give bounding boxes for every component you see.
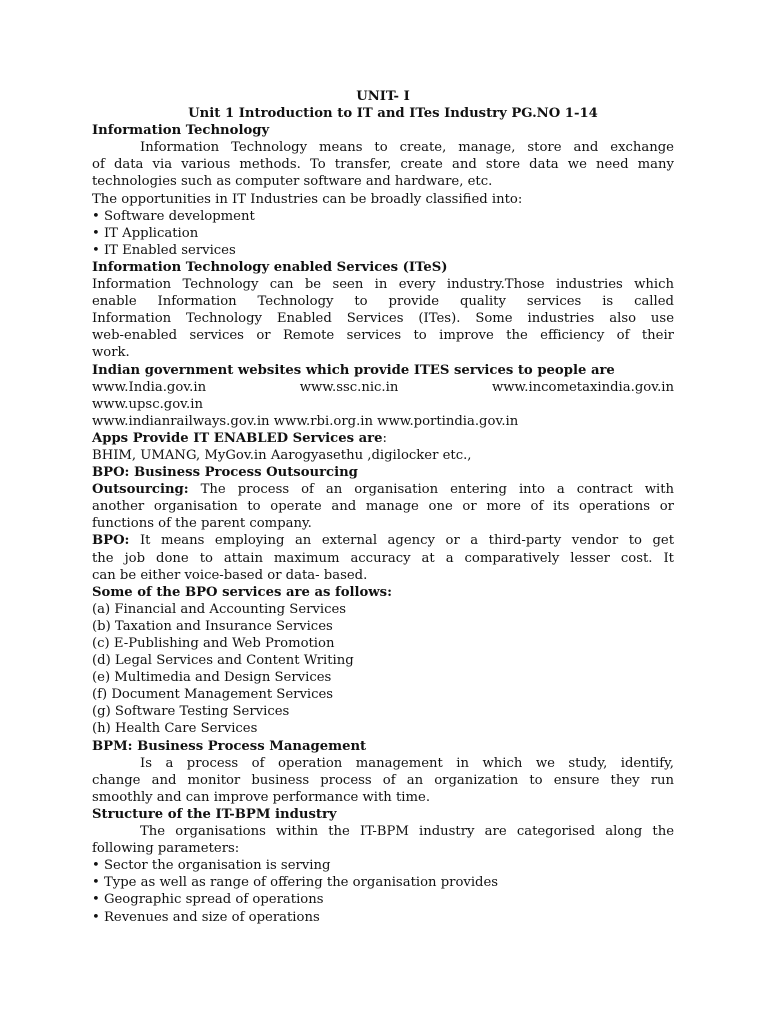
bpo-label: BPO:: [92, 533, 130, 549]
ites-paragraph-line: web-enabled services or Remote services to improve the efficiency of their: [92, 328, 674, 344]
it-paragraph-line: Information Technology means to create, manage, store and exchange: [140, 140, 674, 156]
website-link: www.India.gov.in: [92, 379, 207, 395]
ites-paragraph-line: work.: [92, 345, 130, 361]
list-item: (a) Financial and Accounting Services: [92, 601, 347, 617]
opportunities-intro: The opportunities in IT Industries can be broadly classified into:: [92, 191, 523, 207]
list-item: • IT Enabled services: [92, 242, 236, 258]
bpo-heading: BPO: Business Process Outsourcing: [92, 465, 358, 481]
unit-title: Unit 1 Introduction to IT and ITes Industry PG.NO 1-14: [188, 106, 598, 122]
it-heading: Information Technology: [92, 123, 270, 139]
ites-heading: Information Technology enabled Services (ITeS): [92, 259, 448, 275]
structure-paragraph-line: following parameters:: [92, 841, 240, 857]
bpm-paragraph-line: Is a process of operation management in which we study, identify,: [140, 755, 674, 771]
bpm-heading: BPM: Business Process Management: [92, 738, 367, 754]
bpo-text: It means employing an external agency or a third-party vendor to get: [129, 533, 674, 549]
outsourcing-line: functions of the parent company.: [92, 516, 312, 532]
outsourcing-line: [92, 481, 674, 498]
list-item: • Type as well as range of offering the organisation provides: [92, 875, 499, 891]
bpm-paragraph-line: change and monitor business process of an organization to ensure they run: [92, 772, 674, 788]
bpo-definition-line: can be either voice-based or data- based.: [92, 567, 368, 583]
list-item: (f) Document Management Services: [92, 687, 334, 703]
it-paragraph-line: of data via various methods. To transfer, create and store data we need many: [92, 157, 674, 173]
outsourcing-label: Outsourcing:: [92, 482, 189, 498]
outsourcing-text: The process of an organisation entering into a contract with: [188, 482, 674, 498]
bpo-services-heading: Some of the BPO services are as follows:: [92, 584, 392, 600]
gov-websites-row: www.indianrailways.gov.in www.rbi.org.in www.portindia.gov.in: [92, 413, 519, 429]
apps-heading-colon: :: [382, 430, 387, 446]
list-item: • IT Application: [92, 225, 199, 241]
gov-websites-row: [92, 379, 674, 396]
list-item: • Revenues and size of operations: [92, 909, 320, 925]
ites-paragraph-line: Information Technology Enabled Services (ITes). Some industries also use: [92, 311, 674, 327]
outsourcing-line: another organisation to operate and manage one or more of its operations or: [92, 499, 674, 515]
gov-websites-heading: Indian government websites which provide ITES services to people are: [92, 362, 615, 378]
ites-paragraph-line: Information Technology can be seen in every industry.Those industries which: [92, 277, 674, 293]
apps-list: BHIM, UMANG, MyGov.in Aarogyasethu ,digilocker etc.,: [92, 447, 472, 463]
list-item: • Geographic spread of operations: [92, 892, 324, 908]
unit-heading: UNIT- I: [356, 89, 410, 104]
apps-heading-text: Apps Provide IT ENABLED Services are: [92, 430, 383, 446]
structure-paragraph-line: The organisations within the IT-BPM industry are categorised along the: [140, 824, 674, 840]
website-link: www.ssc.nic.in: [299, 379, 399, 395]
bpo-definition-line: [92, 532, 674, 549]
structure-heading: Structure of the IT-BPM industry: [92, 806, 337, 822]
list-item: • Sector the organisation is serving: [92, 858, 331, 874]
it-paragraph-line: technologies such as computer software and hardware, etc.: [92, 174, 493, 190]
apps-heading: [92, 430, 674, 447]
website-link: www.incometaxindia.gov.in: [491, 379, 674, 395]
bpm-paragraph-line: smoothly and can improve performance with time.: [92, 789, 431, 805]
website-link: www.upsc.gov.in: [92, 396, 203, 412]
list-item: (e) Multimedia and Design Services: [92, 670, 332, 686]
list-item: (h) Health Care Services: [92, 721, 258, 737]
bpo-definition-line: the job done to attain maximum accuracy at a comparatively lesser cost. It: [92, 550, 674, 566]
list-item: (c) E-Publishing and Web Promotion: [92, 636, 335, 651]
document-body: [92, 88, 674, 926]
list-item: (b) Taxation and Insurance Services: [92, 618, 333, 634]
list-item: • Software development: [92, 208, 255, 224]
ites-paragraph-line: enable Information Technology to provide quality services is called: [92, 294, 674, 310]
list-item: (d) Legal Services and Content Writing: [92, 653, 354, 669]
list-item: (g) Software Testing Services: [92, 704, 290, 720]
